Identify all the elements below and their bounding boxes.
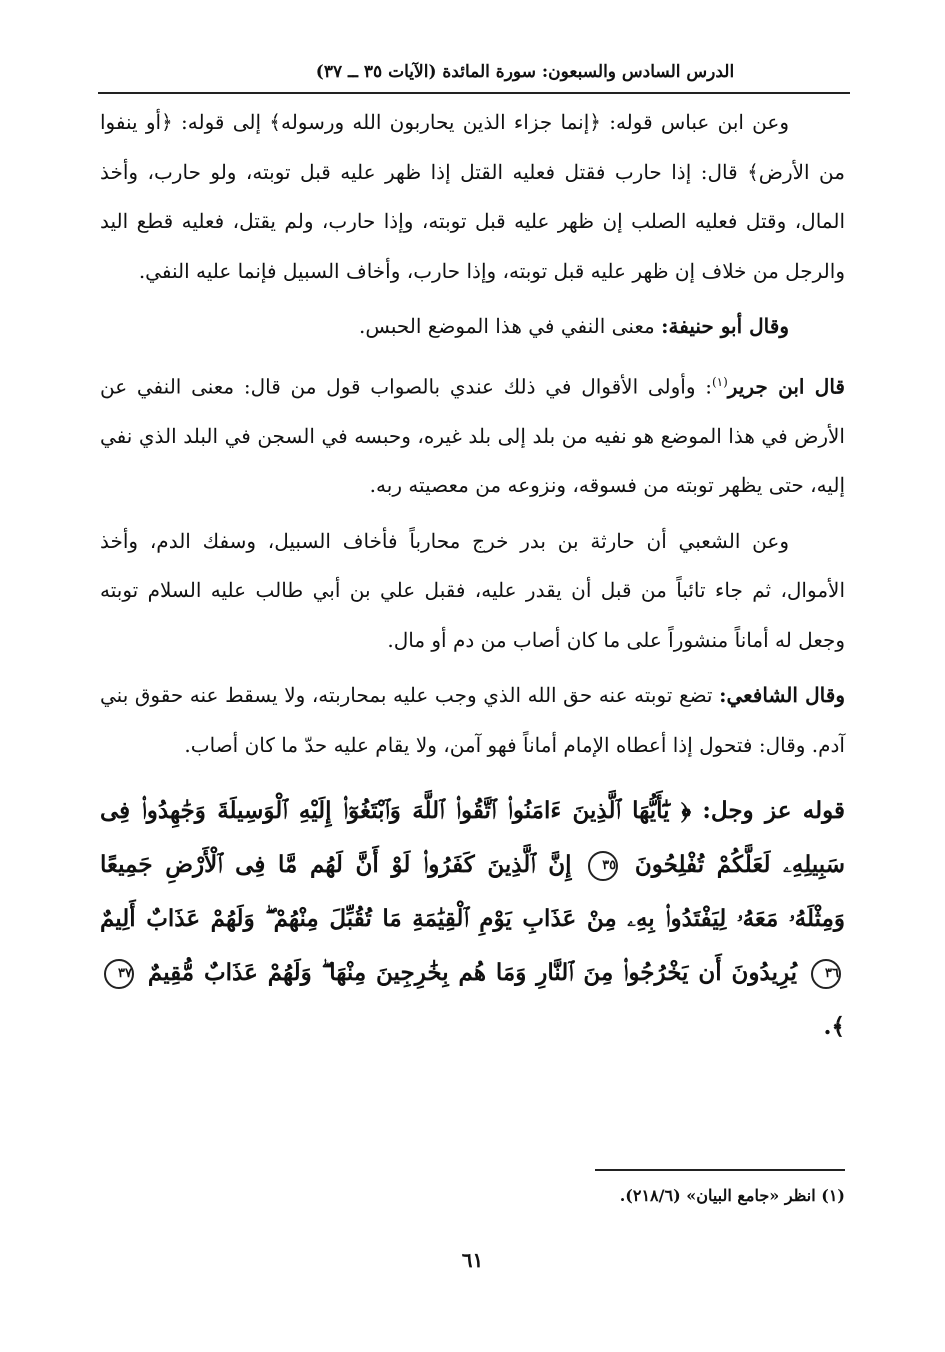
footnote-reference[interactable]: (١)	[711, 374, 728, 389]
quran-verse-36: إِنَّ ٱلَّذِينَ كَفَرُوا۟ لَوْ أَنَّ لَهُم مَّا فِى ٱلْأَرْضِ جَمِيعًا وَمِثْلَهُۥ مَعَهُۥ لِيَفْتَدُوا۟ بِهِۦ مِنْ عَذَابِ يَوْمِ ٱلْقِيَٰمَةِ مَا تُقُبِّلَ مِنْهُمْ ۖ وَلَهُمْ عَذَابٌ أَلِيمٌ	[100, 851, 845, 933]
speaker-label: وقال الشافعي:	[719, 683, 845, 708]
footnote	[300, 1186, 845, 1205]
page-number: ٦١	[461, 1248, 484, 1272]
paragraph-text: تضع توبته عنه حق الله الذي وجب عليه بمحاربته، ولا يسقط عنه حقوق بني آدم. وقال: فتحول إذا أعطاه الإمام أماناً فهو آمن، ولا يقام عليه حدّ ما كان أصاب.	[100, 683, 845, 757]
paragraph-text: : وأولى الأقوال في ذلك عندي بالصواب قول من قال: معنى النفي عن الأرض في هذا الموضع هو نفيه من بلد إلى بلد غيره، وحبسه في السجن في البلد الذي نفي إليه، حتى يظهر توبته من فسوقه، ونزوعه من معصيته ربه.	[100, 374, 845, 498]
quran-passage	[100, 784, 845, 1054]
header-rule	[98, 92, 850, 94]
paragraph-shafii	[100, 671, 845, 770]
paragraph-ibn-jarir	[100, 358, 845, 511]
running-header: الدرس السادس والسبعون: سورة المائدة (الآيات ٣٥ ــ ٣٧)	[315, 62, 735, 82]
speaker-label: قال ابن جرير	[727, 374, 845, 399]
quran-intro: قوله عز وجل:	[702, 797, 845, 825]
quran-verse-35: يَٰٓأَيُّهَا ٱلَّذِينَ ءَامَنُوا۟ ٱتَّقُوا۟ ٱللَّهَ وَٱبْتَغُوٓا۟ إِلَيْهِ ٱلْوَسِيلَةَ وَجَٰهِدُوا۟ فِى سَبِيلِهِۦ لَعَلَّكُمْ تُفْلِحُونَ	[100, 797, 845, 879]
footnote-rule	[595, 1169, 845, 1171]
footnote-text: انظر «جامع البيان» (٢١٨/٦).	[619, 1186, 816, 1205]
body-text	[100, 98, 845, 1060]
ayah-number-marker: ٣٦	[811, 959, 841, 989]
quran-close-bracket: ﴾.	[823, 1013, 845, 1041]
paragraph-shabi	[100, 517, 845, 666]
speaker-label: وقال أبو حنيفة:	[661, 314, 789, 338]
quran-verse-37: يُرِيدُونَ أَن يَخْرُجُوا۟ مِنَ ٱلنَّارِ وَمَا هُم بِخَٰرِجِينَ مِنْهَا ۖ وَلَهُمْ عَذَابٌ مُّقِيمٌ	[147, 959, 798, 987]
paragraph-text: وعن ابن عباس قوله: ﴿إنما جزاء الذين يحاربون الله ورسوله﴾ إلى قوله: ﴿أو ينفوا من الأرض﴾ قال: إذا حارب فقتل فعليه القتل إذا ظهر عليه قبل توبته، ولو حارب، وأخذ المال، وقتل فعليه الصلب إن ظهر عليه قبل توبته، وإذا حارب، ولم يقتل، فعليه قطع اليد والرجل من خلاف إن ظهر عليه قبل توبته، وإذا حارب، وأخاف السبيل فإنما عليه النفي.	[100, 110, 845, 283]
paragraph-text: وعن الشعبي أن حارثة بن بدر خرج محارباً فأخاف السبيل، وسفك الدم، وأخذ الأموال، ثم جاء تائباً من قبل أن يقدر عليه، فقبل علي بن أبي طالب عليه السلام توبته وجعل له أماناً منشوراً على ما كان أصاب من دم أو مال.	[100, 528, 845, 652]
paragraph-ibn-abbas	[100, 98, 845, 296]
ayah-number-marker: ٣٧	[104, 959, 134, 989]
quran-open-bracket: ﴿	[680, 797, 692, 825]
ayah-number-marker: ٣٥	[588, 851, 618, 881]
paragraph-text: معنى النفي في هذا الموضع الحبس.	[358, 314, 662, 338]
footnote-number: (١)	[821, 1186, 845, 1205]
paragraph-abu-hanifa	[100, 302, 845, 352]
